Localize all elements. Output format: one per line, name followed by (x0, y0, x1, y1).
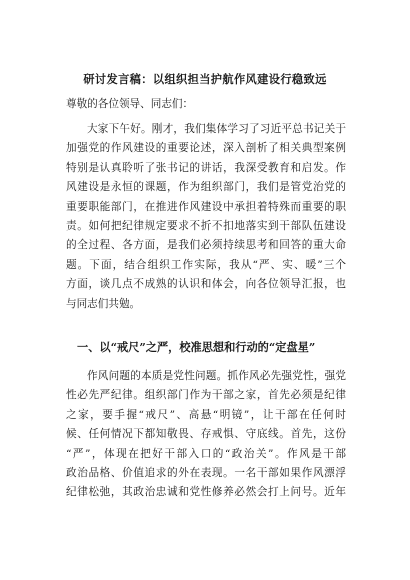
paragraph-line: 政治品格、价值追求的外在表现。一名干部如果作风漂浮 (66, 466, 346, 479)
paragraph-line: 大家下午好。刚才，我们集体学习了习近平总书记关于 (87, 123, 346, 135)
paragraph-line: 重要职能部门，在推进作风建设中承担着特殊而重要的职 (66, 200, 346, 213)
paragraph-line: 加强党的作风建设的重要论述，深入剖析了相关典型案例 (66, 142, 346, 155)
paragraph-line: 候、任何情况下都知敬畏、存戒惧、守底线。首先，这份 (66, 428, 346, 441)
paragraph-line: 题。下面，结合组织工作实际，我从“严、实、暖”三个 (66, 258, 346, 271)
paragraph-line: 之家，要手握“戒尺”、高悬“明镜”，让干部在任何时 (66, 408, 346, 421)
paragraph-line: 作风问题的本质是党性问题。抓作风必先强党性，强党 (87, 370, 346, 382)
paragraph-section1 (66, 367, 346, 503)
salutation: 尊敬的各位领导、同志们： (66, 98, 194, 110)
paragraph-line: 纪律松弛，其政治忠诚和党性修养必然会打上问号。近年 (66, 486, 346, 499)
paragraph-intro (66, 120, 346, 314)
paragraph-line: 风建设是永恒的课题，作为组织部门，我们是管党治党的 (66, 181, 346, 194)
paragraph-line: 责。如何把纪律规定要求不折不扣地落实到干部队伍建设 (66, 219, 346, 232)
document-title: 研讨发言稿：以组织担当护航作风建设行稳致远 (83, 72, 327, 86)
paragraph-line: 与同志们共勉。 (66, 297, 141, 310)
paragraph-line: “严”，体现在把好干部入口的“政治关”。作风是干部 (66, 447, 346, 460)
paragraph-line: 特别是认真聆听了张书记的讲话，我深受教育和启发。作 (66, 161, 346, 174)
section-heading: 一、以“戒尺”之严，校准思想和行动的“定盘星” (77, 340, 316, 354)
paragraph-line: 的全过程、各方面，是我们必须持续思考和回答的重大命 (66, 239, 346, 252)
paragraph-line: 性必先严纪律。组织部门作为干部之家，首先必须是纪律 (66, 389, 346, 402)
paragraph-line: 方面，谈几点不成熟的认识和体会，向各位领导汇报，也 (66, 278, 346, 291)
